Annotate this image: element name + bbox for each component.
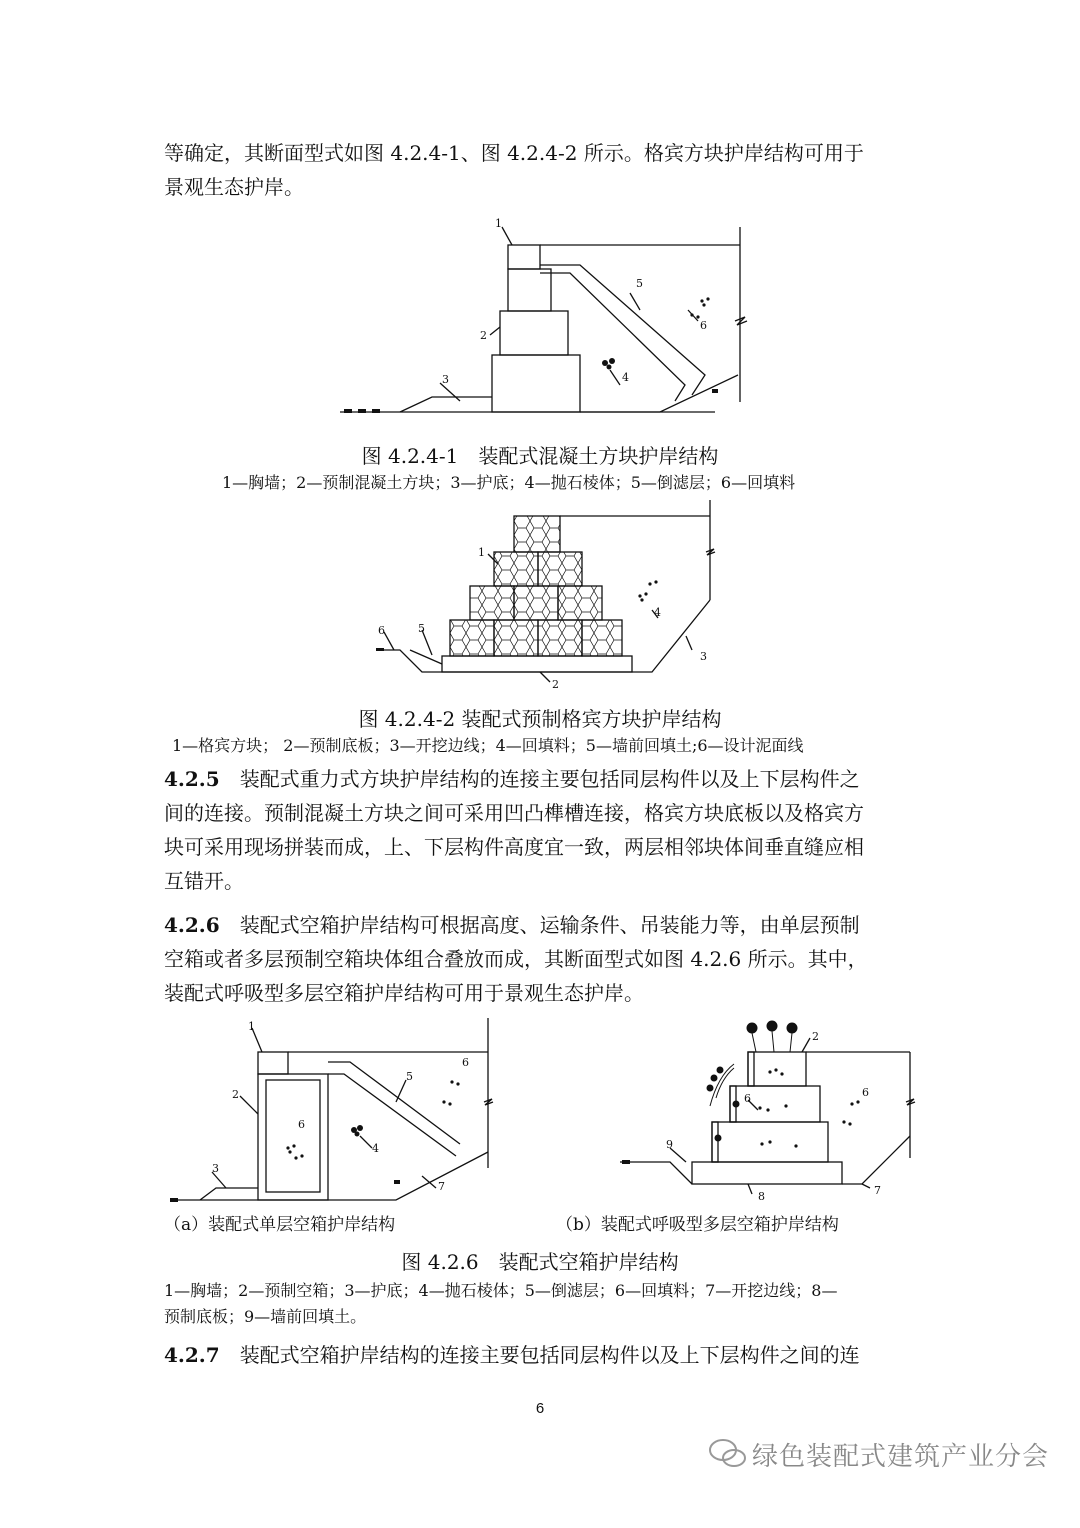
intro-line-1: 等确定，其断面型式如图 4.2.4-1、图 4.2.4-2 所示。格宾方块护岸结构可用于 [164,141,864,165]
fig1-label-6: 6 [700,319,707,332]
fig2-label-4: 4 [654,606,661,619]
fig1-label-1: 1 [495,217,502,230]
fig2-label-5: 5 [418,622,425,635]
fig3a-label-7: 7 [438,1180,445,1193]
watermark-text: 绿色装配式建筑产业分会 [752,1442,1050,1472]
fig1-caption: 图 4.2.4-1 装配式混凝土方块护岸结构 [361,444,719,468]
s425-line-2: 间的连接。预制混凝土方块之间可采用凹凸榫槽连接，格宾方块底板以及格宾方 [164,801,864,825]
section-4-2-7 [164,1338,924,1372]
s427-line-1: 装配式空箱护岸结构的连接主要包括同层构件以及上下层构件之间的连 [239,1343,860,1367]
fig3-sub-b: （b）装配式呼吸型多层空箱护岸结构 [556,1215,839,1235]
fig3a-label-6: 6 [462,1056,469,1069]
fig1-label-3: 3 [442,373,449,386]
fig3-caption: 图 4.2.6 装配式空箱护岸结构 [401,1250,679,1274]
section-number: 4.2.7 [164,1343,220,1367]
s425-line-1: 装配式重力式方块护岸结构的连接主要包括同层构件以及上下层构件之 [239,767,860,791]
figure-4-2-6-a [160,1018,500,1208]
fig3a-label-4: 4 [372,1142,379,1155]
s426-line-2: 空箱或者多层预制空箱块体组合叠放而成，其断面型式如图 4.2.6 所示。其中， [164,947,868,971]
fig3b-label-2: 2 [812,1030,819,1043]
fig2-label-3: 3 [700,650,707,663]
fig3a-label-2: 2 [232,1088,239,1101]
figure-4-2-4-2 [370,500,720,690]
fig3b-label-9: 9 [666,1138,673,1151]
section-number: 4.2.6 [164,913,220,937]
fig2-caption: 图 4.2.4-2 装配式预制格宾方块护岸结构 [358,707,722,731]
intro-paragraph [164,136,924,204]
fig3a-label-3: 3 [212,1162,219,1175]
section-4-2-5 [164,762,924,898]
fig3b-label-6: 6 [744,1092,751,1105]
fig3-legend [164,1278,924,1330]
fig3b-label-8: 8 [758,1190,765,1203]
fig3a-label-5: 5 [406,1070,413,1083]
fig2-legend: 1—格宾方块； 2—预制底板；3—开挖边线；4—回填料；5—墙前回填土;6—设计泥面线 [172,736,804,755]
intro-line-2: 景观生态护岸。 [164,175,304,199]
fig3a-label-6b: 6 [298,1118,305,1131]
fig2-label-1: 1 [478,546,485,559]
fig1-label-5: 5 [636,277,643,290]
wechat-icon [708,1436,748,1472]
section-number: 4.2.5 [164,767,220,791]
fig2-label-2: 2 [552,678,559,691]
fig1-label-4: 4 [622,371,629,384]
s426-line-1: 装配式空箱护岸结构可根据高度、运输条件、吊装能力等，由单层预制 [239,913,860,937]
s425-line-3: 块可采用现场拼装而成，上、下层构件高度宜一致，两层相邻块体间垂直缝应相 [164,835,864,859]
page-number: 6 [535,1400,545,1417]
fig3a-label-1: 1 [248,1020,255,1033]
fig3b-label-7: 7 [874,1184,881,1197]
figure-4-2-6-b [600,1018,920,1208]
figure-4-2-4-1 [330,215,760,425]
fig1-label-2: 2 [480,329,487,342]
s426-line-3: 装配式呼吸型多层空箱护岸结构可用于景观生态护岸。 [164,981,644,1005]
fig1-legend: 1—胸墙；2—预制混凝土方块；3—护底；4—抛石棱体；5—倒滤层；6—回填料 [222,473,796,492]
fig3-legend-line-1: 1—胸墙；2—预制空箱；3—护底；4—抛石棱体；5—倒滤层；6—回填料；7—开挖边线；8— [164,1281,838,1300]
fig3b-label-6b: 6 [862,1086,869,1099]
fig3-sub-a: （a）装配式单层空箱护岸结构 [164,1215,396,1235]
section-4-2-6 [164,908,924,1010]
fig2-label-6: 6 [378,624,385,637]
s425-line-4: 互错开。 [164,869,244,893]
fig3-legend-line-2: 预制底板；9—墙前回填土。 [164,1307,367,1326]
